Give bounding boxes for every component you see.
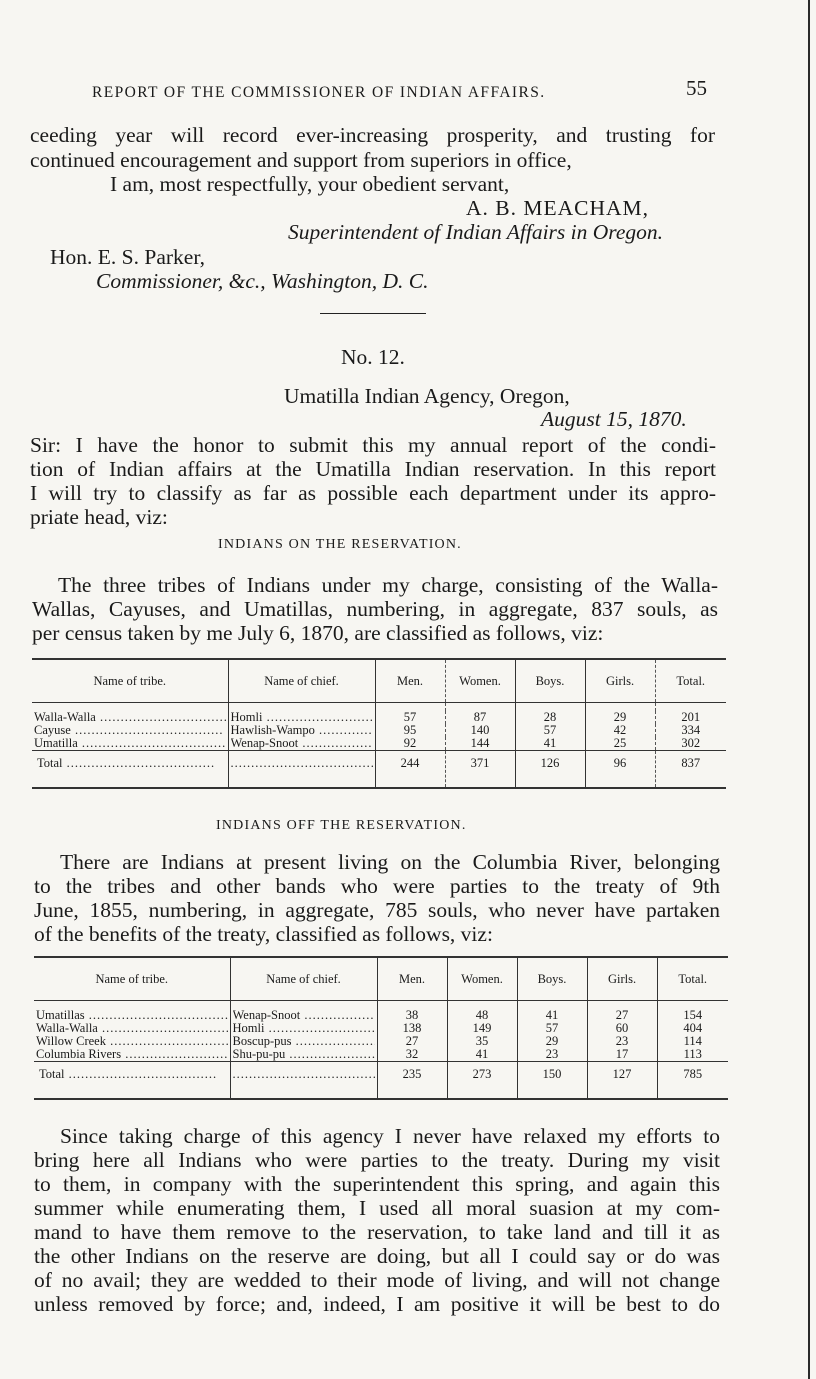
text-line: mand to have them remove to the reservation, to take land and till it as bbox=[34, 1220, 720, 1244]
column-header: Girls. bbox=[587, 957, 657, 1001]
grand-total: 837 bbox=[655, 751, 726, 789]
boys-count: 57 bbox=[515, 724, 585, 737]
men-count: 92 bbox=[375, 737, 445, 751]
total-count: 114 bbox=[657, 1035, 728, 1048]
text-line: of no avail; they are wedded to their mode of living, and will not change bbox=[34, 1268, 720, 1292]
tribe-name: Walla-Walla bbox=[36, 1022, 98, 1035]
table-header-row bbox=[34, 957, 728, 1001]
chief-name: Homli bbox=[232, 1022, 265, 1035]
women-total: 273 bbox=[447, 1062, 517, 1100]
women-count: 87 bbox=[445, 711, 515, 724]
agency-heading: Umatilla Indian Agency, Oregon, bbox=[284, 384, 570, 408]
table-total-row bbox=[32, 751, 726, 789]
tribe-name: Umatillas bbox=[36, 1009, 85, 1022]
women-count: 140 bbox=[445, 724, 515, 737]
girls-count: 23 bbox=[587, 1035, 657, 1048]
section-heading-on-reservation: INDIANS ON THE RESERVATION. bbox=[218, 537, 462, 552]
women-count: 144 bbox=[445, 737, 515, 751]
men-count: 38 bbox=[377, 1009, 447, 1022]
total-count: 302 bbox=[655, 737, 726, 751]
table-header-row bbox=[32, 659, 726, 703]
girls-total: 96 bbox=[585, 751, 655, 789]
chief-name: Homli bbox=[230, 711, 263, 724]
boys-count: 28 bbox=[515, 711, 585, 724]
text-line: Wallas, Cayuses, and Umatillas, numbering, in aggregate, 837 souls, as bbox=[32, 597, 718, 621]
total-count: 154 bbox=[657, 1009, 728, 1022]
tribe-name: Walla-Walla bbox=[34, 711, 96, 724]
column-header: Total. bbox=[655, 659, 726, 703]
girls-count: 27 bbox=[587, 1009, 657, 1022]
total-count: 334 bbox=[655, 724, 726, 737]
table-on-reservation bbox=[32, 658, 726, 789]
girls-count: 29 bbox=[585, 711, 655, 724]
tribe-name: Willow Creek bbox=[36, 1035, 106, 1048]
section-divider bbox=[320, 313, 426, 314]
text-line: tion of Indian affairs at the Umatilla Indian reservation. In this report bbox=[30, 457, 716, 481]
boys-total: 126 bbox=[515, 751, 585, 789]
text-line: to the tribes and other bands who were parties to the treaty of 9th bbox=[34, 874, 720, 898]
total-label: Total bbox=[39, 1068, 65, 1081]
column-header: Men. bbox=[377, 957, 447, 1001]
column-header: Boys. bbox=[517, 957, 587, 1001]
table-total-row bbox=[34, 1062, 728, 1100]
column-header: Men. bbox=[375, 659, 445, 703]
column-header: Name of chief. bbox=[228, 659, 375, 703]
girls-count: 60 bbox=[587, 1022, 657, 1035]
boys-count: 41 bbox=[517, 1009, 587, 1022]
addressee-title: Commissioner, &c., Washington, D. C. bbox=[96, 269, 429, 293]
boys-count: 41 bbox=[515, 737, 585, 751]
column-header: Women. bbox=[447, 957, 517, 1001]
men-count: 32 bbox=[377, 1048, 447, 1062]
girls-count: 17 bbox=[587, 1048, 657, 1062]
page-edge-rule bbox=[808, 0, 810, 1379]
text-line: priate head, viz: bbox=[30, 505, 168, 529]
men-total: 244 bbox=[375, 751, 445, 789]
total-count: 404 bbox=[657, 1022, 728, 1035]
chief-name: Hawlish-Wampo bbox=[230, 724, 315, 737]
boys-count: 29 bbox=[517, 1035, 587, 1048]
text-line: June, 1855, numbering, in aggregate, 785 souls, who never have partaken bbox=[34, 898, 720, 922]
men-count: 138 bbox=[377, 1022, 447, 1035]
text-line: Since taking charge of this agency I never have relaxed my efforts to bbox=[60, 1124, 720, 1148]
girls-total: 127 bbox=[587, 1062, 657, 1100]
column-header: Boys. bbox=[515, 659, 585, 703]
text-line: Sir: I have the honor to submit this my annual report of the condi- bbox=[30, 433, 716, 457]
text-line: I am, most respectfully, your obedient servant, bbox=[110, 172, 510, 196]
column-header: Name of tribe. bbox=[34, 957, 230, 1001]
grand-total: 785 bbox=[657, 1062, 728, 1100]
section-heading-off-reservation: INDIANS OFF THE RESERVATION. bbox=[216, 818, 467, 833]
text-line: unless removed by force; and, indeed, I am positive it will be best to do bbox=[34, 1292, 720, 1316]
women-count: 41 bbox=[447, 1048, 517, 1062]
signature-name: A. B. MEACHAM, bbox=[466, 196, 650, 220]
chief-name: Boscup-pus bbox=[232, 1035, 292, 1048]
girls-count: 25 bbox=[585, 737, 655, 751]
chief-name: Wenap-Snoot bbox=[232, 1009, 301, 1022]
boys-count: 23 bbox=[517, 1048, 587, 1062]
men-count: 95 bbox=[375, 724, 445, 737]
text-line: I will try to classify as far as possible each department under its appro- bbox=[30, 481, 716, 505]
text-line: the other Indians on the reserve are doing, but all I could say or do was bbox=[34, 1244, 720, 1268]
table-row bbox=[32, 737, 726, 751]
boys-count: 57 bbox=[517, 1022, 587, 1035]
page-number: 55 bbox=[686, 76, 707, 100]
addressee-name: Hon. E. S. Parker, bbox=[50, 245, 205, 269]
text-line: to them, in company with the superintendent this spring, and again this bbox=[34, 1172, 720, 1196]
text-line: of the benefits of the treaty, classified as follows, viz: bbox=[34, 922, 493, 946]
tribe-name: Cayuse bbox=[34, 724, 71, 737]
report-date: August 15, 1870. bbox=[541, 407, 687, 431]
men-count: 57 bbox=[375, 711, 445, 724]
column-header: Name of tribe. bbox=[32, 659, 228, 703]
boys-total: 150 bbox=[517, 1062, 587, 1100]
chief-name: Wenap-Snoot bbox=[230, 737, 299, 750]
text-line: ceeding year will record ever-increasing prosperity, and trusting for bbox=[30, 123, 715, 147]
text-line: per census taken by me July 6, 1870, are classified as follows, viz: bbox=[32, 621, 604, 645]
text-line: The three tribes of Indians under my charge, consisting of the Walla- bbox=[58, 573, 718, 597]
tribe-name: Columbia Rivers bbox=[36, 1048, 122, 1061]
chief-name: Shu-pu-pu bbox=[232, 1048, 286, 1061]
men-total: 235 bbox=[377, 1062, 447, 1100]
total-label: Total bbox=[37, 757, 63, 770]
table-row bbox=[34, 1048, 728, 1062]
text-line: bring here all Indians who were parties to the treaty. During my visit bbox=[34, 1148, 720, 1172]
women-count: 149 bbox=[447, 1022, 517, 1035]
text-line: There are Indians at present living on the Columbia River, belonging bbox=[60, 850, 720, 874]
women-total: 371 bbox=[445, 751, 515, 789]
text-line: summer while enumerating them, I used all moral suasion at my com- bbox=[34, 1196, 720, 1220]
report-number: No. 12. bbox=[341, 345, 405, 369]
women-count: 48 bbox=[447, 1009, 517, 1022]
girls-count: 42 bbox=[585, 724, 655, 737]
running-head: REPORT OF THE COMMISSIONER OF INDIAN AFFAIRS. bbox=[92, 84, 546, 101]
column-header: Women. bbox=[445, 659, 515, 703]
column-header: Girls. bbox=[585, 659, 655, 703]
text-line: continued encouragement and support from superiors in office, bbox=[30, 148, 572, 172]
tribe-name: Umatilla bbox=[34, 737, 78, 750]
table-off-reservation bbox=[34, 956, 728, 1100]
total-count: 201 bbox=[655, 711, 726, 724]
men-count: 27 bbox=[377, 1035, 447, 1048]
total-count: 113 bbox=[657, 1048, 728, 1062]
column-header: Total. bbox=[657, 957, 728, 1001]
signature-title: Superintendent of Indian Affairs in Oregon. bbox=[288, 220, 664, 244]
column-header: Name of chief. bbox=[230, 957, 377, 1001]
women-count: 35 bbox=[447, 1035, 517, 1048]
